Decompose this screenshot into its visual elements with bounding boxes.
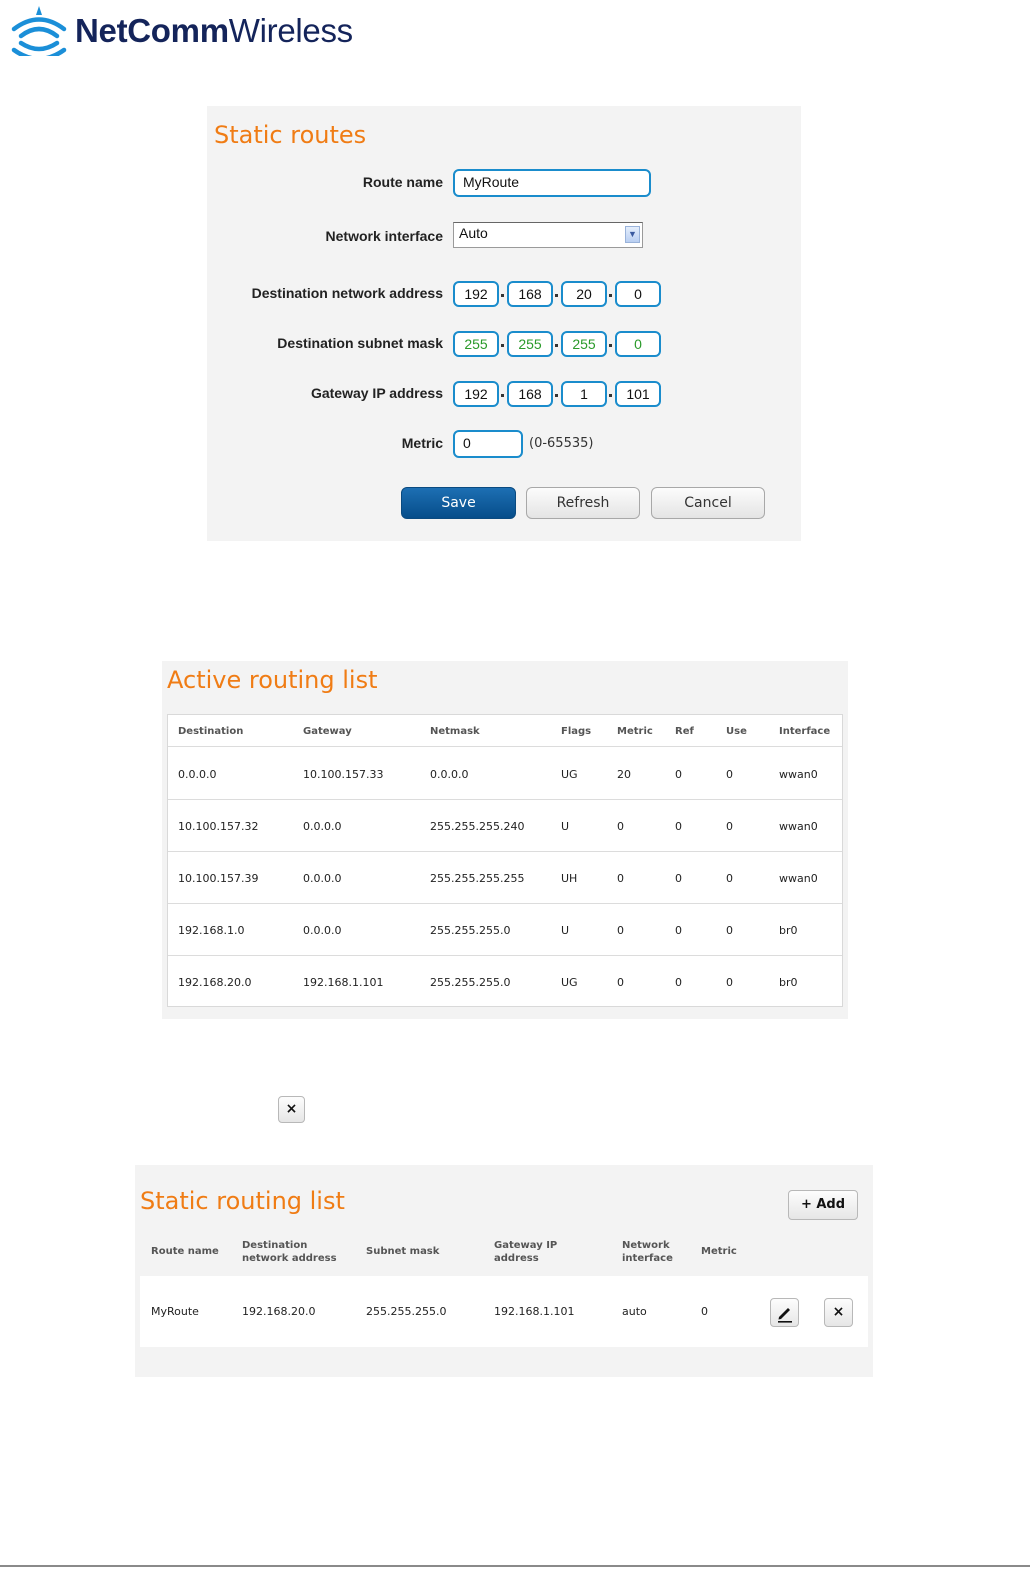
destination-subnet-label: Destination subnet mask: [277, 335, 443, 351]
cell-netmask: 255.255.255.240: [430, 820, 525, 833]
cell-netmask: 255.255.255.255: [430, 872, 525, 885]
dest-mask-octet-3[interactable]: 255: [561, 331, 607, 357]
col-flags: Flags: [561, 726, 592, 737]
row-divider: [168, 851, 842, 852]
col-metric: Metric: [701, 1246, 737, 1257]
octet-separator: [555, 394, 558, 397]
gateway-octet-4[interactable]: 101: [615, 381, 661, 407]
cell-netmask: 0.0.0.0: [430, 768, 469, 781]
cell-interface: wwan0: [779, 872, 818, 885]
dest-network-octet-1[interactable]: 192: [453, 281, 499, 307]
cell-netmask: 255.255.255.0: [430, 924, 511, 937]
cell-use: 0: [726, 768, 733, 781]
metric-label: Metric: [401, 435, 443, 451]
delete-icon[interactable]: ×: [278, 1096, 305, 1123]
row-divider: [168, 799, 842, 800]
save-button[interactable]: Save: [401, 487, 516, 519]
cell-flags: UH: [561, 872, 578, 885]
cell-use: 0: [726, 820, 733, 833]
cell-route-name: MyRoute: [151, 1305, 199, 1318]
cell-netmask: 255.255.255.0: [430, 976, 511, 989]
cell-gateway: 192.168.1.101: [303, 976, 384, 989]
active-routing-title: Active routing list: [167, 666, 378, 694]
add-button[interactable]: + Add: [788, 1190, 858, 1220]
dest-network-octet-3[interactable]: 20: [561, 281, 607, 307]
pencil-icon: [775, 1303, 795, 1323]
col-destination-line1: Destination: [242, 1240, 308, 1251]
brand-name: NetCommWireless: [75, 12, 353, 49]
cancel-button[interactable]: Cancel: [651, 487, 765, 519]
cell-metric: 0: [701, 1305, 708, 1318]
cell-destination: 10.100.157.32: [178, 820, 259, 833]
octet-separator: [501, 394, 504, 397]
cell-gateway: 192.168.1.101: [494, 1305, 575, 1318]
static-routing-panel: [135, 1165, 873, 1377]
cell-flags: UG: [561, 768, 578, 781]
octet-separator: [501, 344, 504, 347]
refresh-button[interactable]: Refresh: [526, 487, 640, 519]
col-subnet-mask: Subnet mask: [366, 1246, 440, 1257]
static-routing-title: Static routing list: [140, 1187, 345, 1215]
col-metric: Metric: [617, 726, 653, 737]
cell-interface: br0: [779, 976, 798, 989]
delete-button[interactable]: ×: [824, 1298, 853, 1327]
cell-interface: auto: [622, 1305, 647, 1318]
col-use: Use: [726, 726, 747, 737]
dest-network-octet-2[interactable]: 168: [507, 281, 553, 307]
col-gateway: Gateway: [303, 726, 352, 737]
static-routes-panel: [207, 106, 801, 541]
cell-use: 0: [726, 872, 733, 885]
active-routing-table: [167, 714, 843, 1007]
cell-use: 0: [726, 976, 733, 989]
octet-separator: [609, 294, 612, 297]
octet-separator: [555, 294, 558, 297]
row-divider: [168, 746, 842, 747]
dest-mask-octet-1[interactable]: 255: [453, 331, 499, 357]
col-ref: Ref: [675, 726, 694, 737]
metric-input[interactable]: 0: [453, 430, 523, 458]
col-route-name: Route name: [151, 1246, 219, 1257]
cell-metric: 20: [617, 768, 631, 781]
route-name-label: Route name: [362, 174, 443, 190]
octet-separator: [555, 344, 558, 347]
cell-interface: wwan0: [779, 768, 818, 781]
col-netmask: Netmask: [430, 726, 480, 737]
route-name-input[interactable]: MyRoute: [453, 169, 651, 197]
col-interface: Interface: [779, 726, 831, 737]
cell-flags: U: [561, 924, 570, 937]
octet-separator: [609, 344, 612, 347]
footer-divider: [0, 1565, 1030, 1567]
cell-destination: 192.168.20.0: [178, 976, 252, 989]
active-routing-panel: [162, 661, 848, 1019]
gateway-ip-label: Gateway IP address: [310, 385, 443, 401]
dest-mask-octet-4[interactable]: 0: [615, 331, 661, 357]
wifi-logo-icon: [8, 6, 70, 56]
cell-interface: br0: [779, 924, 798, 937]
col-destination-line2: network address: [242, 1253, 337, 1264]
gateway-octet-1[interactable]: 192: [453, 381, 499, 407]
cell-ref: 0: [675, 820, 682, 833]
dest-mask-octet-2[interactable]: 255: [507, 331, 553, 357]
cell-ref: 0: [675, 924, 682, 937]
cell-flags: U: [561, 820, 570, 833]
cell-flags: UG: [561, 976, 578, 989]
cell-metric: 0: [617, 820, 624, 833]
row-divider: [168, 955, 842, 956]
col-interface-line1: Network: [622, 1240, 670, 1251]
cell-metric: 0: [617, 976, 624, 989]
destination-network-label: Destination network address: [251, 285, 443, 301]
network-interface-value: Auto: [459, 225, 488, 241]
network-interface-select[interactable]: [453, 222, 643, 248]
gateway-octet-3[interactable]: 1: [561, 381, 607, 407]
col-interface-line2: interface: [622, 1253, 673, 1264]
cell-destination: 192.168.1.0: [178, 924, 245, 937]
cell-ref: 0: [675, 768, 682, 781]
col-gateway-line1: Gateway IP: [494, 1240, 558, 1251]
cell-destination: 192.168.20.0: [242, 1305, 316, 1318]
netcomm-logo: [8, 6, 388, 56]
table-row: [140, 1276, 868, 1347]
cell-gateway: 0.0.0.0: [303, 872, 342, 885]
cell-metric: 0: [617, 924, 624, 937]
chevron-down-icon[interactable]: ▼: [625, 226, 640, 243]
octet-separator: [501, 294, 504, 297]
edit-button[interactable]: [770, 1298, 799, 1327]
cell-ref: 0: [675, 976, 682, 989]
col-destination: Destination: [178, 726, 244, 737]
cell-gateway: 0.0.0.0: [303, 820, 342, 833]
cell-ref: 0: [675, 872, 682, 885]
cell-destination: 0.0.0.0: [178, 768, 217, 781]
network-interface-label: Network interface: [325, 228, 443, 244]
cell-destination: 10.100.157.39: [178, 872, 259, 885]
col-gateway-line2: address: [494, 1253, 539, 1264]
dest-network-octet-4[interactable]: 0: [615, 281, 661, 307]
cell-use: 0: [726, 924, 733, 937]
cell-gateway: 0.0.0.0: [303, 924, 342, 937]
cell-interface: wwan0: [779, 820, 818, 833]
static-routes-title: Static routes: [214, 121, 367, 149]
cell-metric: 0: [617, 872, 624, 885]
row-divider: [168, 903, 842, 904]
metric-range-hint: (0-65535): [529, 436, 594, 451]
cell-gateway: 10.100.157.33: [303, 768, 384, 781]
octet-separator: [609, 394, 612, 397]
gateway-octet-2[interactable]: 168: [507, 381, 553, 407]
cell-subnet-mask: 255.255.255.0: [366, 1305, 447, 1318]
